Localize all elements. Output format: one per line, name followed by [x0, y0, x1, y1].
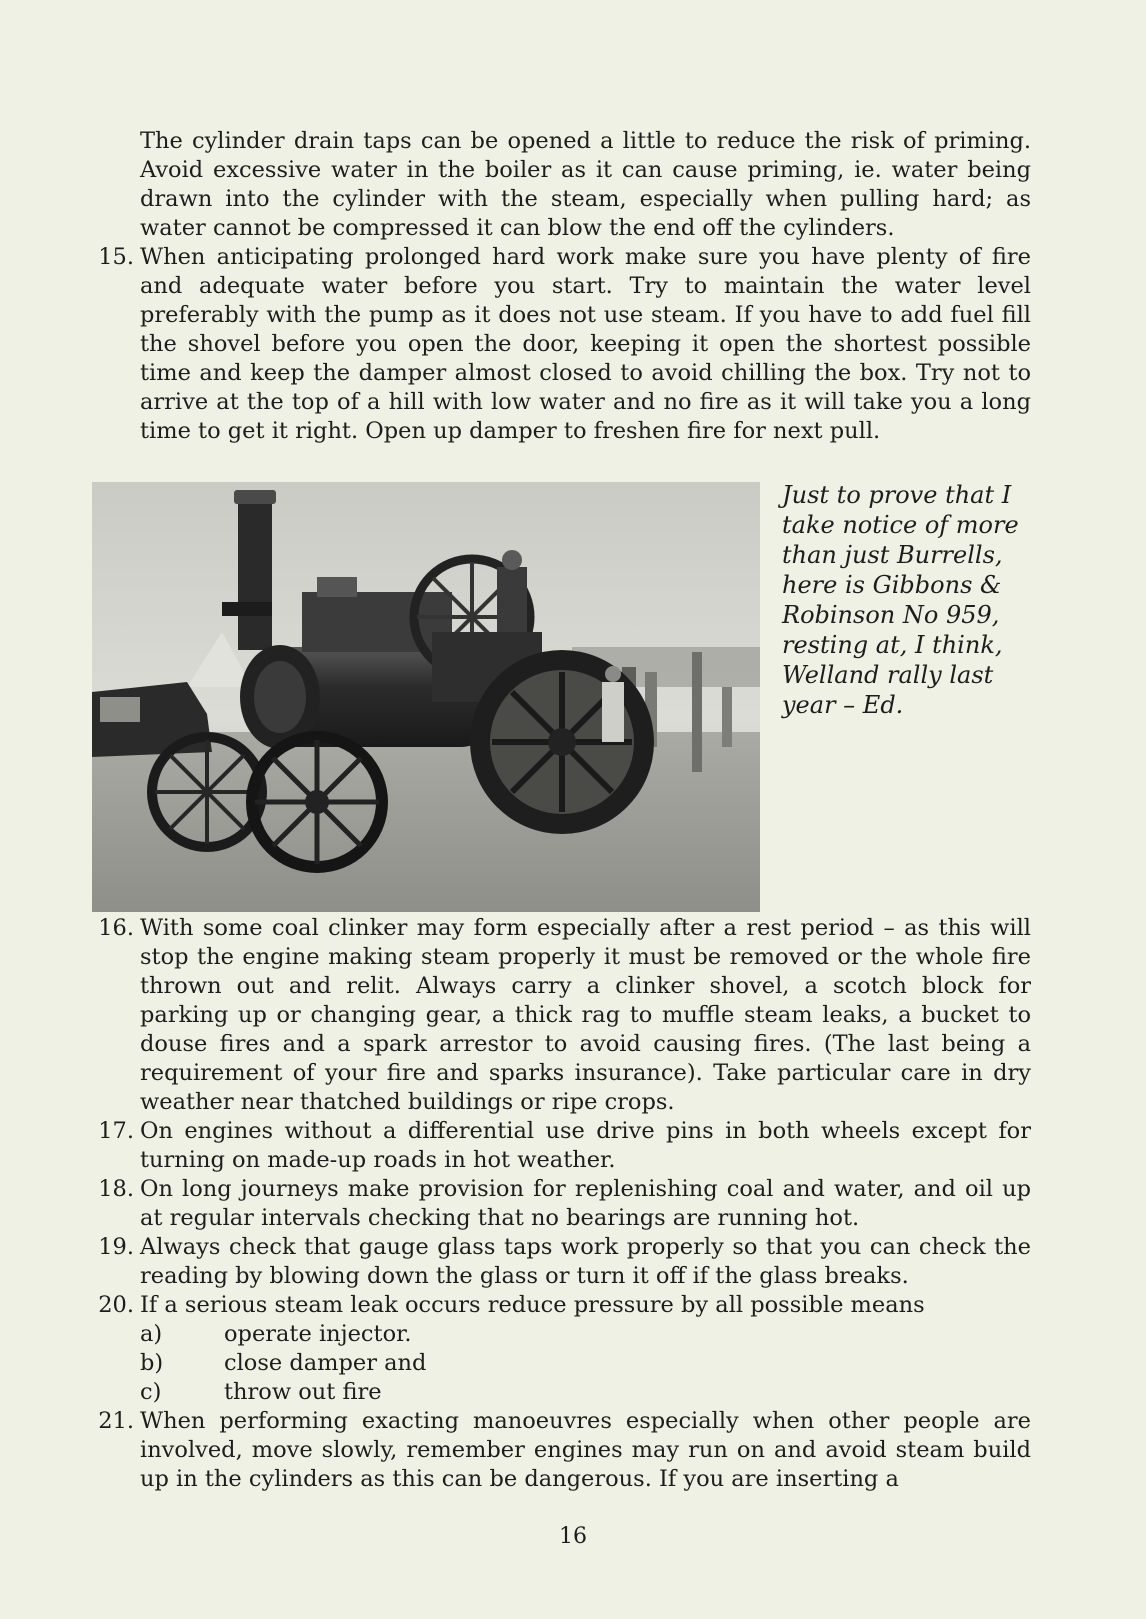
list-item-16 [98, 914, 1031, 1117]
list-item-number: 17. [98, 1118, 134, 1144]
list-item-number: 20. [98, 1292, 134, 1318]
list-item-17 [98, 1117, 1031, 1175]
sub-item-letter: a) [140, 1321, 163, 1347]
list-item-21 [98, 1407, 1031, 1494]
traction-engine-photo [92, 482, 760, 912]
sub-item-text: throw out fire [224, 1379, 382, 1405]
photo-caption: Just to prove that I take notice of more than just Burrells, here is Gibbons & Robinson No 959, resting at, I think, Welland rally last year – Ed. [782, 481, 1019, 719]
list-item-text: If a serious steam leak occurs reduce pressure by all possible means [140, 1292, 925, 1318]
bottom-text-block [98, 914, 1031, 1494]
intro-paragraph [140, 127, 1031, 243]
list-item-number: 16. [98, 915, 134, 941]
list-item-number: 18. [98, 1176, 134, 1202]
list-item-text: On long journeys make provision for replenishing coal and water, and oil up at regular intervals checking that no bearings are running hot. [140, 1176, 1031, 1231]
list-item-19 [98, 1233, 1031, 1291]
list-item-18 [98, 1175, 1031, 1233]
list-item-text: When anticipating prolonged hard work make sure you have plenty of fire and adequate water before you start. Try to maintain the water level preferably with the pump as it does not use steam. If you have to add fuel fill the shovel before you open the door, keeping it open the shortest possible time and keep the damper almost closed to avoid chilling the box. Try not to arrive at the top of a hill with low water and no fire as it will take you a long time to get it right. Open up damper to freshen fire for next pull. [140, 244, 1031, 444]
list-item-15 [98, 243, 1031, 446]
sub-item-a [140, 1320, 1031, 1349]
list-item-text: With some coal clinker may form especially after a rest period – as this will stop the engine making steam properly it must be removed or the whole fire thrown out and relit. Always carry a clinker shovel, a scotch block for parking up or changing gear, a thick rag to muffle steam leaks, a bucket to douse fires and a spark arrestor to avoid causing fires. (The last being a requirement of your fire and sparks insurance). Take particular care in dry weather near thatched buildings or ripe crops. [140, 915, 1031, 1115]
page-number: 16 [559, 1524, 587, 1549]
sub-item-text: operate injector. [224, 1321, 412, 1347]
sub-item-b [140, 1349, 1031, 1378]
list-item-text: On engines without a differential use drive pins in both wheels except for turning on made-up roads in hot weather. [140, 1118, 1031, 1173]
sub-item-c [140, 1378, 1031, 1407]
list-item-text: Always check that gauge glass taps work properly so that you can check the reading by blowing down the glass or turn it off if the glass breaks. [140, 1234, 1031, 1289]
top-text-block [98, 127, 1031, 446]
sub-item-text: close damper and [224, 1350, 427, 1376]
list-item-number: 19. [98, 1234, 134, 1260]
sub-item-letter: b) [140, 1350, 164, 1376]
list-item-number: 21. [98, 1408, 134, 1434]
list-item-text: When performing exacting manoeuvres especially when other people are involved, move slowly, remember engines may run on and avoid steam build up in the cylinders as this can be dangerous. If you are inserting a [140, 1408, 1031, 1492]
list-item-number: 15. [98, 244, 134, 270]
list-item-20 [98, 1291, 1031, 1320]
sub-item-letter: c) [140, 1379, 162, 1405]
intro-text: The cylinder drain taps can be opened a little to reduce the risk of priming. Avoid excessive water in the boiler as it can cause priming, ie. water being drawn into the cylinder with the steam, especially when pulling hard; as water cannot be compressed it can blow the end off the cylinders. [140, 128, 1031, 241]
